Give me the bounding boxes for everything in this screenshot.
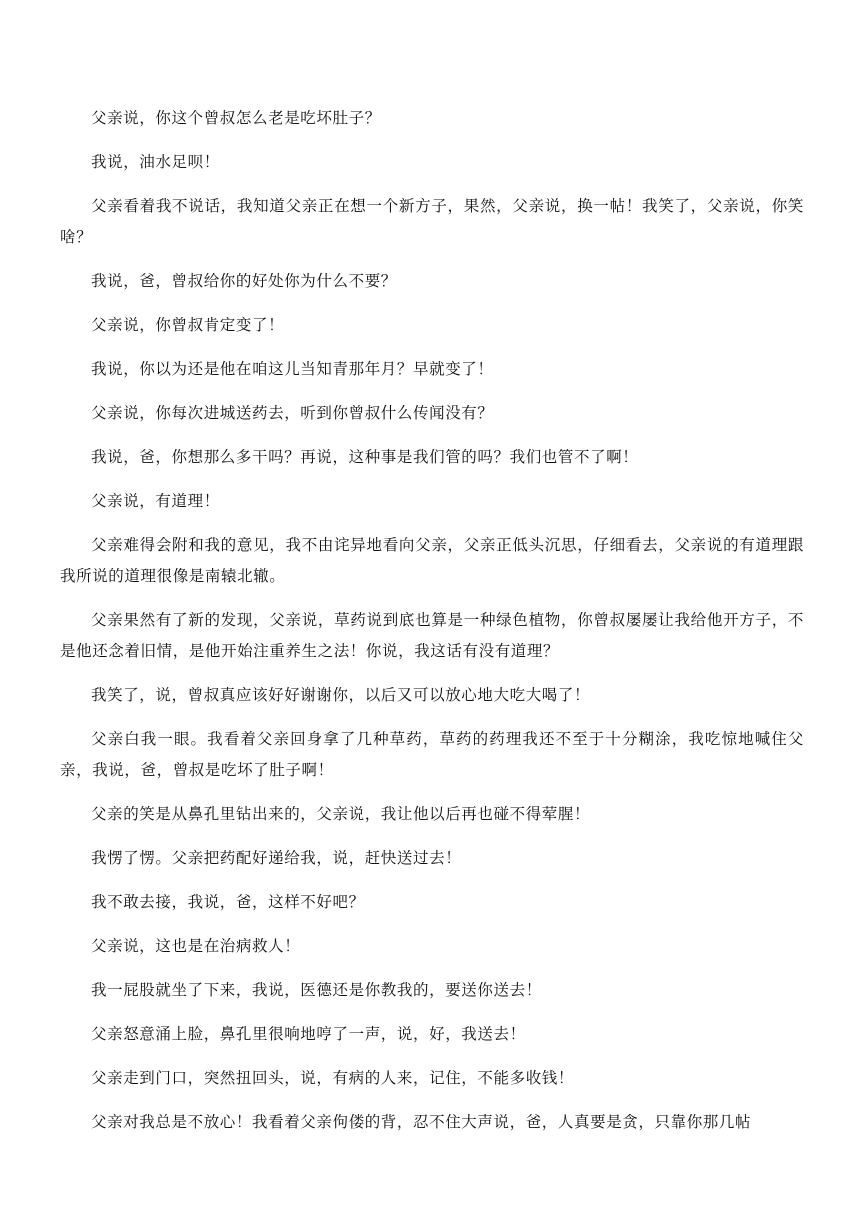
- paragraph-18: 我一屁股就坐了下来，我说，医德还是你教我的，要送你送去！: [91, 981, 542, 999]
- paragraph-8: 我说，爸，你想那么多干吗？再说，这种事是我们管的吗？我们也管不了啊！: [91, 448, 639, 466]
- paragraph-3: 父亲看着我不说话，我知道父亲正在想一个新方子，果然，父亲说，换一帖！我笑了，父亲说，你笑啥？: [60, 197, 804, 246]
- paragraph-17: 父亲说，这也是在治病救人！: [91, 937, 301, 955]
- paragraph-14: 父亲的笑是从鼻孔里钻出来的，父亲说，我让他以后再也碰不得荤腥！: [91, 805, 591, 823]
- document-body: [60, 103, 804, 1151]
- paragraph-6: 我说，你以为还是他在咱这儿当知青那年月？早就变了！: [91, 360, 494, 378]
- paragraph-11: 父亲果然有了新的发现，父亲说，草药说到底也算是一种绿色植物，你曾叔屡屡让我给他开方子，不是他还念着旧情，是他开始注重养生之法！你说，我这话有没有道理？: [60, 611, 804, 660]
- paragraph-1: 父亲说，你这个曾叔怎么老是吃坏肚子？: [91, 109, 381, 127]
- paragraph-2: 我说，油水足呗！: [91, 153, 220, 171]
- paragraph-21: 父亲对我总是不放心！我看着父亲佝偻的背，忍不住大声说，爸，人真要是贪，只靠你那几帖: [91, 1113, 752, 1131]
- paragraph-7: 父亲说，你每次进城送药去，听到你曾叔什么传闻没有？: [91, 404, 494, 422]
- paragraph-12: 我笑了，说，曾叔真应该好好谢谢你，以后又可以放心地大吃大喝了！: [91, 686, 591, 704]
- paragraph-19: 父亲怒意涌上脸，鼻孔里很响地哼了一声，说，好，我送去！: [91, 1025, 526, 1043]
- paragraph-16: 我不敢去接，我说，爸，这样不好吧？: [91, 893, 365, 911]
- paragraph-15: 我愣了愣。父亲把药配好递给我，说，赶快送过去！: [91, 849, 462, 867]
- paragraph-20: 父亲走到门口，突然扭回头，说，有病的人来，记住，不能多收钱！: [91, 1069, 575, 1087]
- paragraph-13: 父亲白我一眼。我看着父亲回身拿了几种草药，草药的药理我还不至于十分糊涂，我吃惊地喊住父亲，我说，爸，曾叔是吃坏了肚子啊！: [60, 730, 804, 779]
- paragraph-4: 我说，爸，曾叔给你的好处你为什么不要？: [91, 272, 397, 290]
- paragraph-10: 父亲难得会附和我的意见，我不由诧异地看向父亲，父亲正低头沉思，仔细看去，父亲说的有道理跟我所说的道理很像是南辕北辙。: [60, 536, 804, 585]
- paragraph-9: 父亲说，有道理！: [91, 492, 220, 510]
- paragraph-5: 父亲说，你曾叔肯定变了！: [91, 316, 285, 334]
